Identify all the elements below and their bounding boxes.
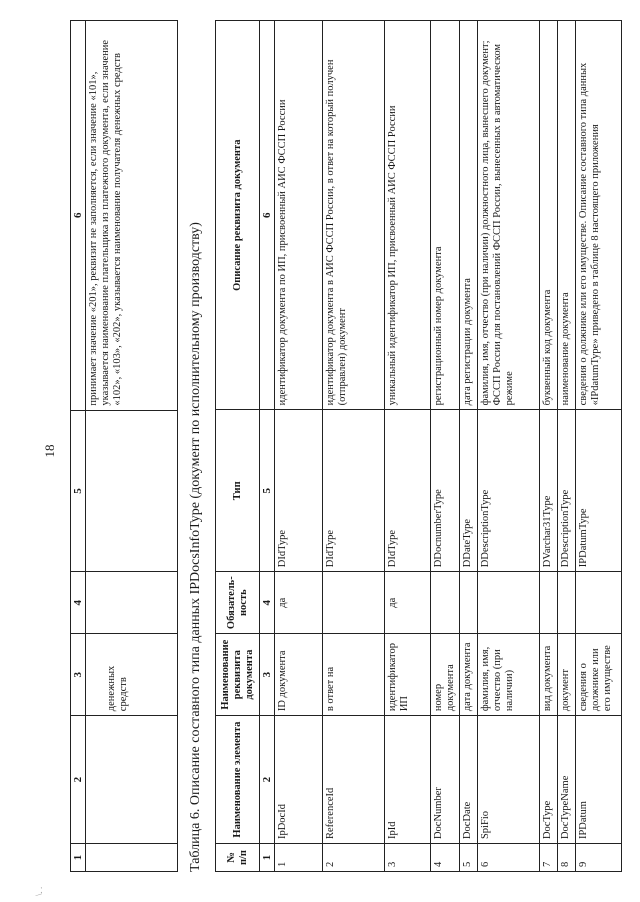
table-row: 7 DocType вид документа DVarchar31Type буквенный код документа xyxy=(540,21,558,872)
table-row: 6 SpiFio фамилия, имя, отчество (при наличии) DDescriptionType фамилия, имя, отчество (при наличии) должностного лица, вынесшего документ; ФССП России для постановлений ФССП России, вынесенных в автоматическом режиме xyxy=(478,21,540,872)
header-requisite: Наименование реквизита документа xyxy=(216,634,260,716)
column-numbers-row xyxy=(260,21,275,872)
table-caption: Таблица 6. Описание составного типа данных IPDocsInfoType (документ по исполнительному производству) xyxy=(188,222,203,872)
table-row: 4 DocNumber номер документа DDocnumberType регистрационный номер документа xyxy=(431,21,460,872)
table-row: 3 IpId идентификатор ИП да DIdType уникальный идентификатор ИП, присвоенный АИС ФССП России xyxy=(385,21,431,872)
col-number: 4 xyxy=(71,572,86,634)
header-element: Наименование элемента xyxy=(216,716,260,844)
col-number: 6 xyxy=(71,21,86,411)
page-number: 18 xyxy=(42,444,57,458)
continuation-table xyxy=(70,20,178,872)
table-row: 5 DocDate дата документа DDateType дата регистрации документа xyxy=(460,21,478,872)
col-number: 3 xyxy=(260,634,275,716)
col-number: 4 xyxy=(260,572,275,634)
header-required: Обязатель-ность xyxy=(216,572,260,634)
corner-mark: \. . xyxy=(34,886,44,896)
col-number: 2 xyxy=(71,716,86,844)
header-type: Тип xyxy=(216,410,260,572)
col-number: 5 xyxy=(260,410,275,572)
col-number: 5 xyxy=(71,410,86,572)
cell-name: денежных средств xyxy=(86,634,178,716)
header-number: № п/п xyxy=(216,844,260,872)
continuation-header-row xyxy=(71,21,86,872)
table-row: 2 ReferenceId в ответ на DIdType идентификатор документа в АИС ФССП России, в ответ на который получен (отправлен) документ xyxy=(323,21,385,872)
continuation-row xyxy=(86,21,178,872)
col-number: 1 xyxy=(71,844,86,872)
col-number: 2 xyxy=(260,716,275,844)
col-number: 6 xyxy=(260,21,275,410)
table-row: 1 IpDocId ID документа да DIdType идентификатор документа по ИП, присвоенный АИС ФССП России xyxy=(275,21,323,872)
table-row: 9 IPDatum сведения о должнике или его имуществе IPDatumType сведения о должнике или его имуществе. Описание составного типа данных «IPdatumType» приведено в таблице 8 настоящего приложения xyxy=(576,21,622,872)
ipdocsinfo-table xyxy=(215,20,622,872)
cell-description: принимает значение «201», реквизит не заполняется, если значение «101», указывается наименование плательщика из платежного документа, если значение «102», «103», «202», указывается наименование получателя денежных средств xyxy=(86,21,178,411)
col-number: 3 xyxy=(71,634,86,716)
header-row xyxy=(216,21,260,872)
header-description: Описание реквизита документа xyxy=(216,21,260,410)
col-number: 1 xyxy=(260,844,275,872)
table-row: 8 DocTypeName документ DDescriptionType наименование документа xyxy=(558,21,576,872)
